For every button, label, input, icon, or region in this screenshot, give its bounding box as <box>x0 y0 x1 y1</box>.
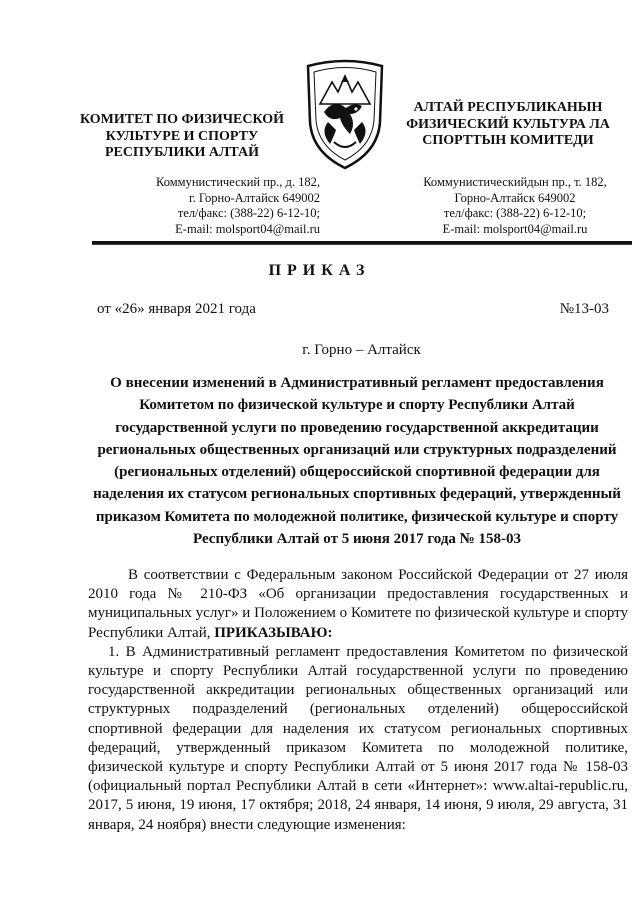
document-subject: О внесении изменений в Административный регламент предоставления Комитетом по физической культуре и спорту Республики Алтай государственной услуги по проведению государственной аккредитации региональных общественных организаций или структурных подразделений (региональных отделений) общероссийской спортивной федерации для наделения их статусом региональных спортивных федераций, утвержденный приказом Комитета по молодежной политике, физической культуре и спорту Республики Алтай от 5 июня 2017 года № 158-03 <box>93 375 621 548</box>
org-name-russian: КОМИТЕТ ПО ФИЗИЧЕСКОЙ КУЛЬТУРЕ И СПОРТУ РЕСПУБЛИКИ АЛТАЙ <box>79 112 285 160</box>
preamble-text: В соответствии с Федеральным законом Российской Федерации от 27 июля 2010 года № 210-ФЗ «Об организации предоставления государственных и муниципальных услуг» и Положением о Комитете по физической культуре и спорту Республики Алтай, <box>88 567 628 641</box>
address-block-altai <box>412 175 618 237</box>
org-name-altai: АЛТАЙ РЕСПУБЛИКАНЫН ФИЗИЧЕСКИЙ КУЛЬТУРА ЛА СПОРТТЫН КОМИТЕДИ <box>406 100 610 148</box>
altai-coat-of-arms-icon <box>300 52 390 172</box>
address-email: E-mail: molsport04@mail.ru <box>442 221 588 236</box>
address-street: Коммунистическийдын пр., т. 182, <box>423 175 607 189</box>
clause-paragraph: 1. В Административный регламент предоставления Комитетом по физической культуре и спорту Республики Алтай государственной услуги по проведению государственной аккредитации региональных общественных организаций или структурных подразделений (региональных отделений) общероссийской спортивной федерации для наделения их статусом региональных спортивных федераций, утвержденный приказом Комитета по молодежной политике, физической культуре и спорту Республики Алтай от 5 июня 2017 года № 158-03 (официальный портал Республики Алтай в сети «Интернет»: www.altai-republic.ru, 2017, 5 июня, 19 июня, 17 октября; 2018, 24 января, 14 июня, 9 июля, 29 августа, 31 января, 24 ноября) внести следующие изменения: <box>88 643 628 833</box>
header-divider <box>92 241 632 245</box>
address-phone: тел/факс: (388-22) 6-12-10; <box>177 206 320 220</box>
document-body <box>88 566 628 835</box>
address-block-russian <box>94 175 320 237</box>
address-phone: тел/факс: (388-22) 6-12-10; <box>443 206 587 220</box>
document-date: от «26» января 2021 года <box>97 301 256 317</box>
address-city: г. Горно-Алтайск 649002 <box>188 190 320 205</box>
address-city: Горно-Алтайск 649002 <box>454 190 576 205</box>
address-street: Коммунистический пр., д. 182, <box>156 175 320 189</box>
document-city: г. Горно – Алтайск <box>302 342 421 358</box>
order-keyword: ПРИКАЗЫВАЮ: <box>214 624 333 641</box>
preamble-paragraph <box>88 566 628 643</box>
address-email: E-mail: molsport04@mail.ru <box>175 221 320 236</box>
document-number: №13-03 <box>559 301 609 317</box>
document-title: ПРИКАЗ <box>268 262 371 279</box>
